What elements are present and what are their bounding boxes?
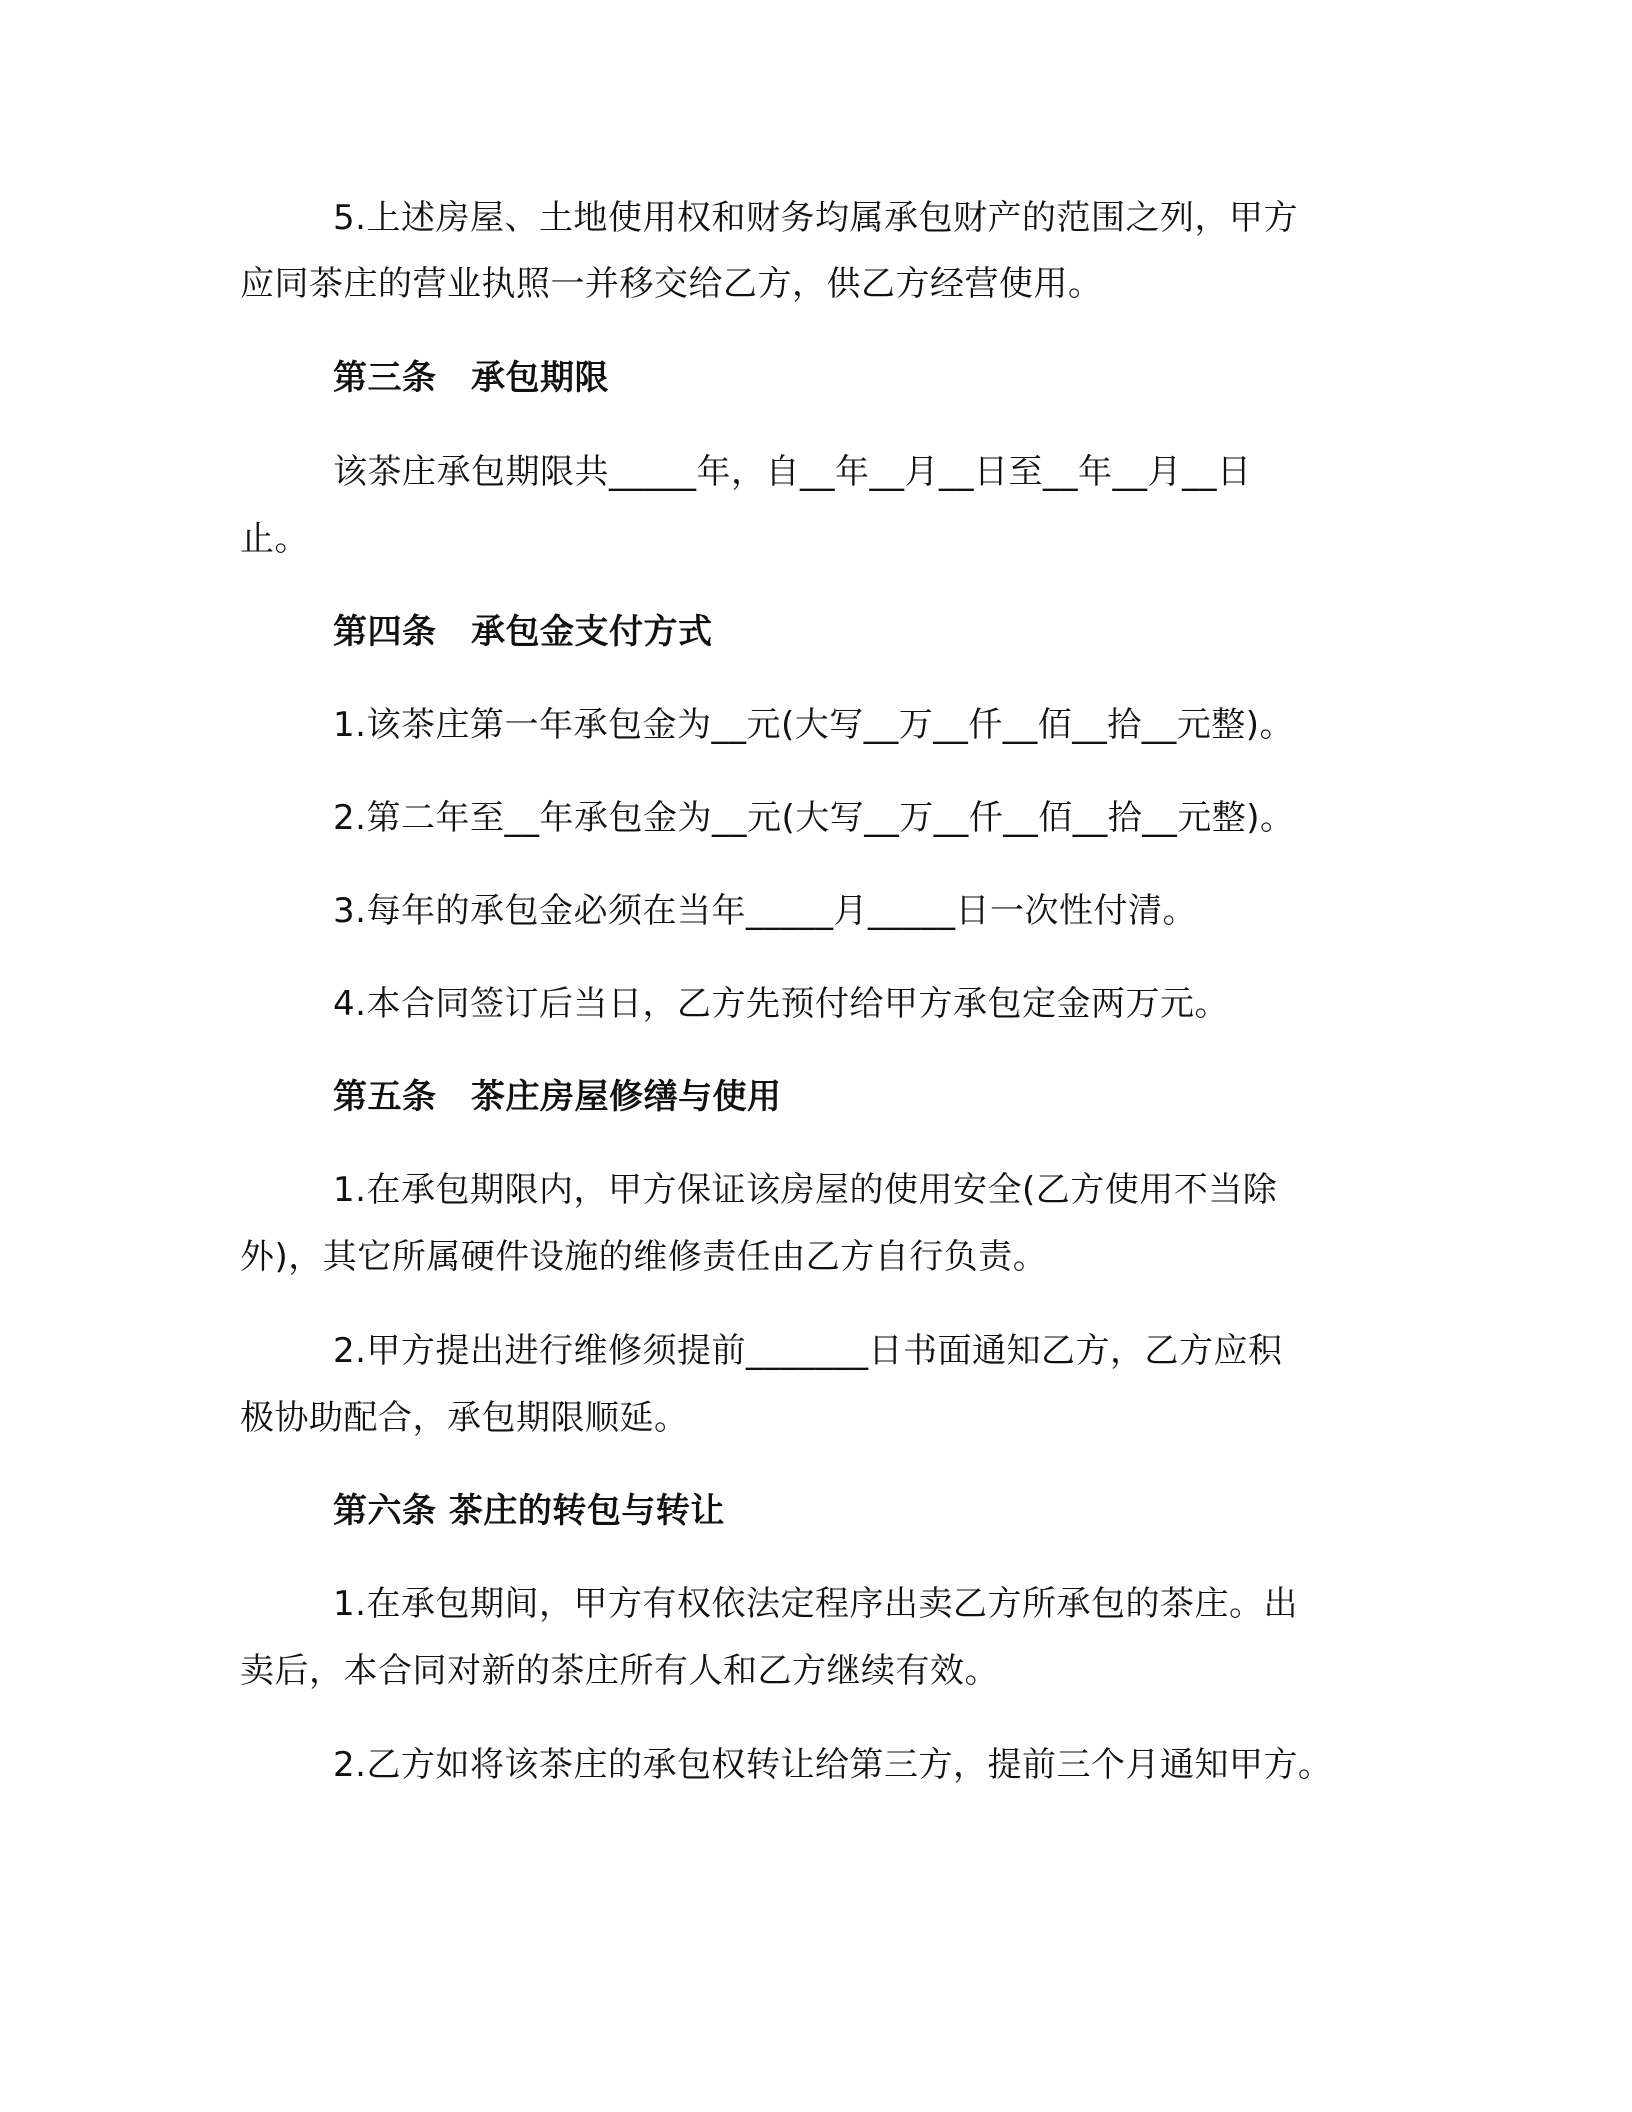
article-5-item-2-line-1: 2.甲方提出进行维修须提前_______日书面通知乙方，乙方应积 (333, 1331, 1283, 1371)
paragraph-5-line-1: 5.上述房屋、土地使用权和财务均属承包财产的范围之列，甲方 (333, 198, 1298, 238)
heading-article-6: 第六条 茶庄的转包与转让 (333, 1491, 725, 1531)
term-paragraph-line-2: 止。 (240, 519, 309, 559)
article-4-item-4: 4.本合同签订后当日，乙方先预付给甲方承包定金两万元。 (333, 984, 1229, 1024)
paragraph-5-line-2: 应同茶庄的营业执照一并移交给乙方，供乙方经营使用。 (240, 264, 1103, 304)
article-6-item-1-line-2: 卖后，本合同对新的茶庄所有人和乙方继续有效。 (240, 1651, 999, 1691)
article-4-item-1: 1.该茶庄第一年承包金为__元(大写__万__仟__佰__拾__元整)。 (333, 705, 1294, 745)
term-paragraph-line-1: 该茶庄承包期限共_____年，自__年__月__日至__年__月__日 (333, 452, 1252, 492)
heading-article-4: 第四条 承包金支付方式 (333, 612, 713, 652)
heading-article-5: 第五条 茶庄房屋修缮与使用 (333, 1077, 782, 1117)
article-4-item-3: 3.每年的承包金必须在当年_____月_____日一次性付清。 (333, 891, 1197, 931)
heading-article-3: 第三条 承包期限 (333, 358, 609, 398)
article-5-item-2-line-2: 极协助配合，承包期限顺延。 (240, 1398, 689, 1438)
article-6-item-1-line-1: 1.在承包期间，甲方有权依法定程序出卖乙方所承包的茶庄。出 (333, 1584, 1298, 1624)
article-5-item-1-line-1: 1.在承包期限内，甲方保证该房屋的使用安全(乙方使用不当除 (333, 1170, 1278, 1210)
article-6-item-2: 2.乙方如将该茶庄的承包权转让给第三方，提前三个月通知甲方。 (333, 1745, 1333, 1785)
article-4-item-2: 2.第二年至__年承包金为__元(大写__万__仟__佰__拾__元整)。 (333, 798, 1295, 838)
article-5-item-1-line-2: 外)，其它所属硬件设施的维修责任由乙方自行负责。 (240, 1237, 1048, 1277)
